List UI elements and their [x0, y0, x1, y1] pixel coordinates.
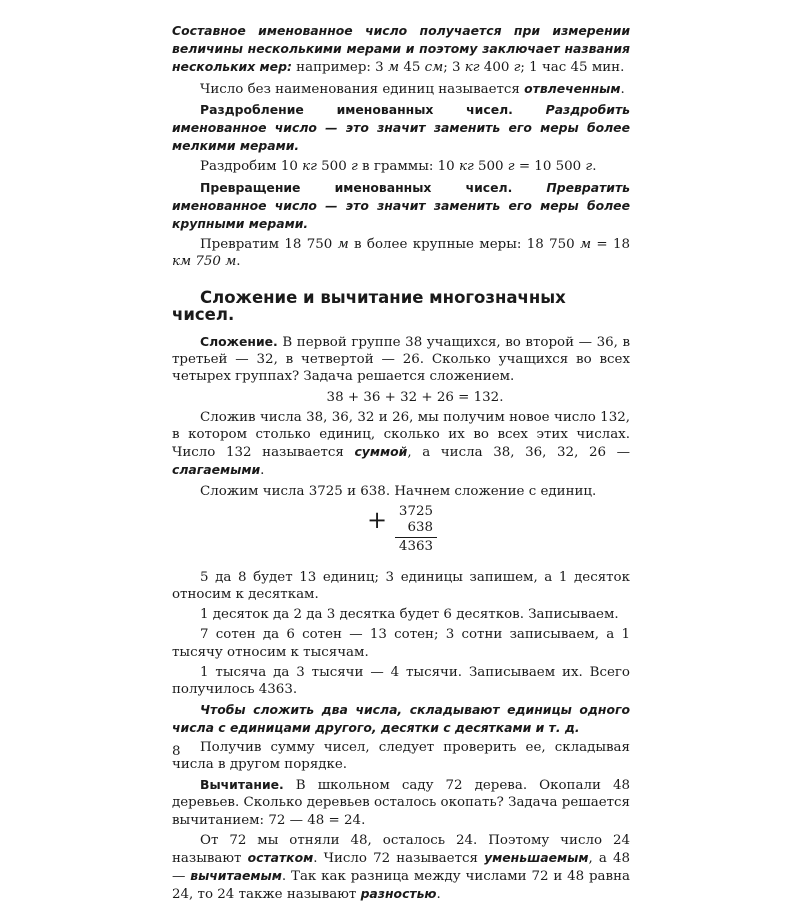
plus-sign: +: [367, 505, 388, 534]
text-column: [172, 22, 630, 907]
paragraph-subtraction-terms: От 72 мы отняли 48, осталось 24. Поэтому число 24 называют остатком. Число 72 называется уменьшаемым, а 48 — вычитаемым. Так как разница между числами 72 и 48 равна 24, то 24 также называют разностью.: [172, 832, 630, 903]
paragraph-step-units: 5 да 8 будет 13 единиц; 3 единицы запишем, а 1 десяток относим к десяткам.: [172, 569, 630, 603]
paragraph-breaking-down-example: Раздробим 10 кг 500 г в граммы: 10 кг 500 г = 10 500 г.: [200, 159, 597, 175]
column-addition: [367, 503, 437, 557]
paragraph-subtraction-problem: Вычитание. В школьном саду 72 дерева. Окопали 48 деревьев. Сколько деревьев осталось окопать? Задача решается вычитанием: 72 — 48 = 24.: [172, 777, 630, 828]
addition-formula: 38 + 36 + 32 + 26 = 132.: [326, 389, 504, 405]
paragraph-sum-definition: Сложив числа 38, 36, 32 и 26, мы получим новое число 132, в котором столько единиц, сколько их во всех этих числах. Число 132 называется суммой, а числа 38, 36, 32, 26 — слагаемыми.: [172, 409, 631, 479]
page-number: 8: [172, 744, 181, 759]
paragraph-step-hundreds: 7 сотен да 6 сотен — 13 сотен; 3 сотни записываем, а 1 тысячу относим к тысячам.: [172, 627, 630, 660]
addend-1: 3725: [398, 503, 433, 519]
paragraph-step-tens: 1 десяток да 2 да 3 десятка будет 6 десятков. Записываем.: [200, 607, 619, 623]
paragraph-compound-number: Составное именованное число получается при измерении величины несколькими мерами и поэтому заключает названия нескольких мер: например: 3 м 45 см; 3 кг 400 г; 1 час 45 мин.: [172, 23, 630, 76]
paragraph-step-thousands: 1 тысяча да 3 тысячи — 4 тысячи. Записываем их. Всего получилось 4363.: [172, 664, 630, 698]
paragraph-abstract-number: Число без наименования единиц называется отвлеченным.: [200, 80, 625, 97]
sum-result: 4363: [398, 538, 433, 554]
paragraph-conversion-example: Превратим 18 750 м в более крупные меры: 18 750 м = 18 км 750 м.: [172, 237, 630, 270]
paragraph-addition-problem: Сложение. В первой группе 38 учащихся, во второй — 36, в третьей — 32, в четвертой — 26. Сколько учащихся во всех четырех группах? Задача решается сложением.: [172, 334, 630, 385]
paragraph-check-sum: Получив сумму чисел, следует проверить ее, складывая числа в другом порядке.: [172, 739, 630, 772]
section-heading: Сложение и вычитание многозначных чисел.: [172, 287, 566, 324]
paragraph-column-intro: Сложим числа 3725 и 638. Начнем сложение с единиц.: [200, 483, 597, 499]
addend-2: 638: [407, 519, 433, 535]
paragraph-breaking-down: Раздробление именованных чисел. Раздробить именованное число — это значит заменить его меры более мелкими мерами.: [172, 101, 630, 154]
paragraph-addition-rule: Чтобы сложить два числа, складывают единицы одного числа с единицами другого, десятки с десятками и т. д.: [172, 702, 630, 735]
paragraph-conversion: Превращение именованных чисел. Превратить именованное число — это значит заменить его меры более крупными мерами.: [172, 179, 630, 232]
